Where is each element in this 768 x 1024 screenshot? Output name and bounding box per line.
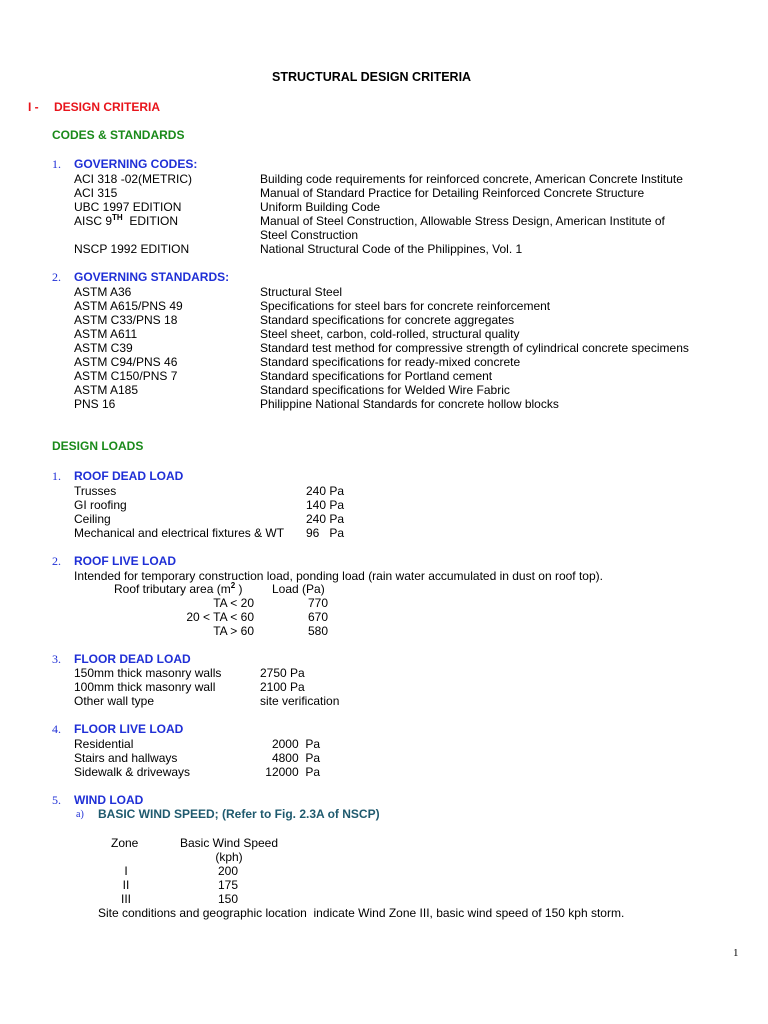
list-number: 5. [52,793,61,807]
standard-code: ASTM C150/PNS 7 [74,369,178,383]
table-cell-load: 670 [307,610,329,624]
load-value: site verification [260,694,340,708]
table-cell-load: 580 [307,624,329,638]
section-heading: DESIGN CRITERIA [54,100,161,114]
code-description: Manual of Steel Construction, Allowable Stress Design, American Institute of [260,214,665,228]
standard-description: Steel sheet, carbon, cold-rolled, structural quality [260,327,520,341]
table-header-load: Load (Pa) [272,582,325,596]
standard-code: ASTM C39 [74,341,133,355]
code-name: AISC 9TH EDITION [74,213,179,228]
table-cell-load: 770 [307,596,329,610]
load-label: Sidewalk & driveways [74,765,191,779]
load-label: Other wall type [74,694,155,708]
code-description: Building code requirements for reinforced concrete, American Concrete Institute [260,172,683,186]
list-number: 1. [52,157,61,171]
standard-description: Standard specifications for ready-mixed concrete [260,355,521,369]
load-value: 96 Pa [306,526,345,540]
standard-code: PNS 16 [74,397,116,411]
list-number: 1. [52,469,61,483]
list-number: 2. [52,270,61,284]
load-value: 2750 Pa [260,666,305,680]
code-name: ACI 318 -02(METRIC) [74,172,193,186]
standard-code: ASTM C94/PNS 46 [74,355,178,369]
codes-standards-heading: CODES & STANDARDS [52,128,185,142]
table-cell-zone: III [120,892,131,906]
load-label: 150mm thick masonry walls [74,666,222,680]
load-label: Stairs and hallways [74,751,178,765]
page-title: STRUCTURAL DESIGN CRITERIA [272,70,472,84]
floor-live-load-heading: FLOOR LIVE LOAD [74,722,184,736]
table-header-speed: Basic Wind Speed [179,836,279,850]
code-name: NSCP 1992 EDITION [74,242,190,256]
standard-description: Standard test method for compressive strength of cylindrical concrete specimens [260,341,689,355]
list-number: 3. [52,652,61,666]
basic-wind-speed-heading: BASIC WIND SPEED; (Refer to Fig. 2.3A of NSCP) [98,807,380,821]
page-number: 1 [733,947,739,959]
code-name: ACI 315 [74,186,118,200]
code-description: National Structural Code of the Philippines, Vol. 1 [260,242,523,256]
table-cell-speed: 200 [217,864,239,878]
governing-standards-heading: GOVERNING STANDARDS: [74,270,230,284]
load-label: GI roofing [74,498,127,512]
section-numeral: I - [28,100,39,114]
standard-description: Standard specifications for concrete aggregates [260,313,515,327]
standard-description: Philippine National Standards for concrete hollow blocks [260,397,559,411]
code-description: Uniform Building Code [260,200,381,214]
load-value: 12000 Pa [265,765,320,779]
standard-description: Standard specifications for Welded Wire Fabric [260,383,510,397]
roof-live-load-heading: ROOF LIVE LOAD [74,554,176,568]
floor-dead-load-heading: FLOOR DEAD LOAD [74,652,191,666]
table-cell-speed: 150 [217,892,239,906]
standard-code: ASTM A611 [74,327,138,341]
wind-zone-note: Site conditions and geographic location indicate Wind Zone III, basic wind speed of 150 kph storm. [98,906,625,920]
table-cell-area: TA < 20 [213,596,254,610]
load-label: Residential [74,737,134,751]
load-label: Mechanical and electrical fixtures & WT [74,526,285,540]
sub-list-letter: a) [76,809,84,820]
table-cell-area: TA > 60 [213,624,254,638]
list-number: 4. [52,722,61,736]
code-description-continued: Steel Construction [260,228,359,242]
table-header-unit: (kph) [215,850,243,864]
load-value: 2100 Pa [260,680,305,694]
table-cell-zone: I [124,864,128,878]
table-cell-zone: II [122,878,130,892]
load-value: 240 Pa [306,484,345,498]
load-value: 2000 Pa [271,737,320,751]
standard-description: Standard specifications for Portland cement [260,369,493,383]
code-description: Manual of Standard Practice for Detailing Reinforced Concrete Structure [260,186,645,200]
standard-code: ASTM C33/PNS 18 [74,313,178,327]
roof-live-load-intro: Intended for temporary construction load, ponding load (rain water accumulated in dust on roof top). [74,569,603,583]
table-cell-area: 20 < TA < 60 [186,610,254,624]
table-cell-speed: 175 [217,878,239,892]
load-value: 240 Pa [306,512,345,526]
load-label: Trusses [74,484,117,498]
standard-description: Structural Steel [260,285,343,299]
load-value: 4800 Pa [271,751,320,765]
standard-code: ASTM A185 [74,383,139,397]
design-loads-heading: DESIGN LOADS [52,439,144,453]
standard-code: ASTM A615/PNS 49 [74,299,183,313]
load-value: 140 Pa [306,498,345,512]
table-header-zone: Zone [111,836,139,850]
table-header-area: Roof tributary area ($m^2$ ) [114,581,243,596]
load-label: Ceiling [74,512,111,526]
standard-code: ASTM A36 [74,285,132,299]
wind-load-heading: WIND LOAD [74,793,144,807]
governing-codes-heading: GOVERNING CODES: [74,157,198,171]
load-label: 100mm thick masonry wall [74,680,216,694]
code-name: UBC 1997 EDITION [74,200,182,214]
list-number: 2. [52,554,61,568]
standard-description: Specifications for steel bars for concrete reinforcement [260,299,551,313]
roof-dead-load-heading: ROOF DEAD LOAD [74,469,184,483]
